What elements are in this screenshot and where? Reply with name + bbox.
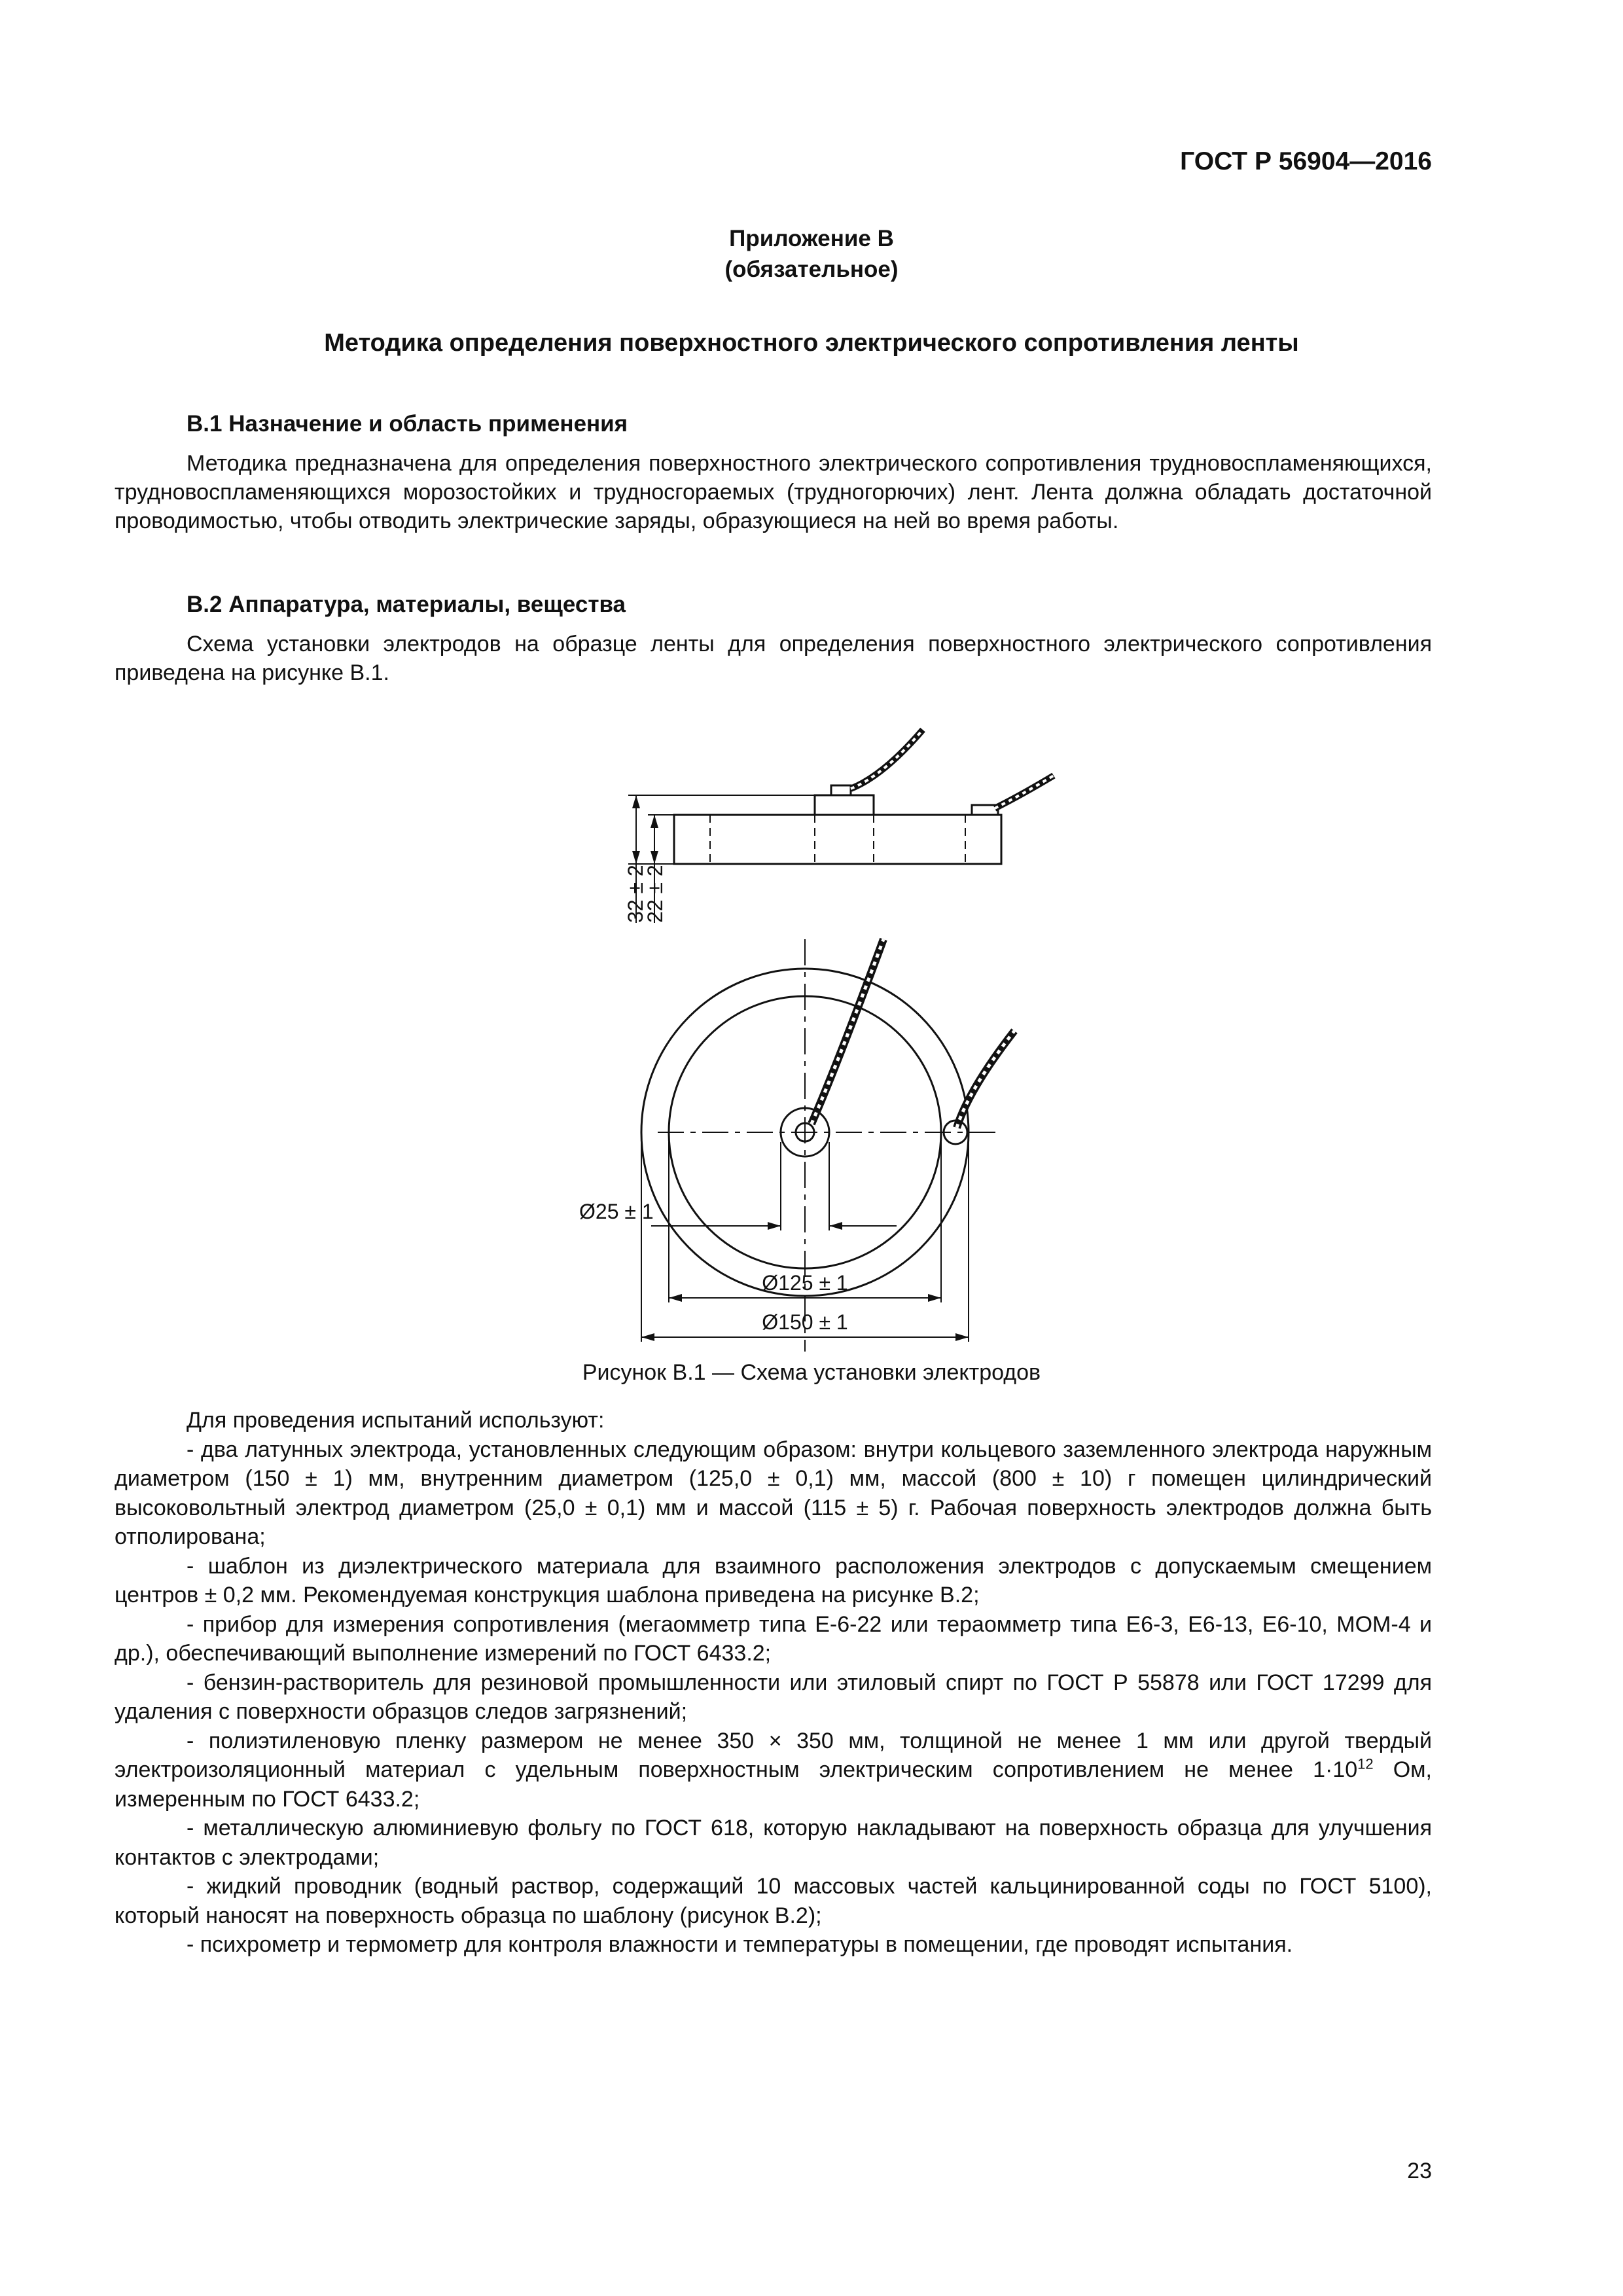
list-item: - прибор для измерения сопротивления (мегаомметр типа Е-6-22 или тераомметр типа Е6-3, Е6-13, Е6-10, МОМ-4 и др.), обеспечивающий выполнение измерений по ГОСТ 6433.2; [115,1611,1432,1666]
main-title: Методика определения поверхностного электрического сопротивления ленты [324,329,1299,357]
page-number: 23 [1407,2159,1432,2183]
appendix-title: Приложение В [729,226,894,251]
dim-label-25: Ø25 ± 1 [579,1200,654,1223]
electrode-diagram [543,723,1067,1352]
section-heading: В.1 Назначение и область применения [187,411,628,437]
section-text: Схема установки электродов на образце ленты для определения поверхностного электрического сопротивления приведена на рисунке В.1. [115,632,1432,685]
section-apparatus [115,590,1432,687]
dim-label-150: Ø150 ± 1 [762,1310,848,1334]
list-item-text: - полиэтиленовую пленку размером не менее 350 × 350 мм, толщиной не менее 1 мм или другой твердый электроизоляционный материал с удельным поверхностным электрическим сопротивлением не менее 1·10 [115,1728,1432,1782]
section-text: Методика предназначена для определения поверхностного электрического сопротивления трудновоспламеняющихся, трудновоспламеняющихся морозостойких и трудносгораемых (трудногорючих) лент. Лента должна обладать достаточной проводимостью, чтобы отводить электрические заряды, образующиеся на ней во время работы. [115,451,1432,533]
list-item: - металлическую алюминиевую фольгу по ГОСТ 618, которую накладывают на поверхность образца для улучшения контактов с электродами; [115,1816,1432,1870]
list-item: - бензин-растворитель для резиновой промышленности или этиловый спирт по ГОСТ Р 55878 или ГОСТ 17299 для удаления с поверхности образцов следов загрязнений; [115,1670,1432,1724]
dim-label-32: 32 ± 2 [624,865,647,923]
list-item: - два латунных электрода, установленных следующим образом: внутри кольцевого заземленного электрода наружным диаметром (150 ± 1) мм, внутренним диаметром (125,0 ± 0,1) мм, массой (800 ± 10) г помещен цилиндрический высоковольтный электрод диаметром (25,0 ± 0,1) мм и массой (115 ± 5) г. Рабочая поверхность электродов должна быть отполирована; [115,1437,1432,1549]
list-item: - шаблон из диэлектрического материала для взаимного расположения электродов с допускаемым смещением центров ± 0,2 мм. Рекомендуемая конструкция шаблона приведена на рисунке В.2; [115,1553,1432,1607]
figure-caption: Рисунок В.1 — Схема установки электродов [582,1360,1041,1385]
list-item [115,1727,1432,1814]
list-intro: Для проведения испытаний используют: [187,1408,605,1433]
dim-label-125: Ø125 ± 1 [762,1271,848,1295]
ring-side-view [674,815,1001,864]
section-heading: В.2 Аппаратура, материалы, вещества [187,592,626,617]
equipment-list [115,1406,1432,1960]
superscript-exponent: 12 [1357,1755,1374,1772]
document-code: ГОСТ Р 56904—2016 [1180,147,1432,175]
center-electrode-side [815,795,874,815]
section-purpose [115,410,1432,535]
list-item: - жидкий проводник (водный раствор, содержащий 10 массовых частей кальцинированной соды по ГОСТ 5100), который наносят на поверхность образца по шаблону (рисунок В.2); [115,1874,1432,1928]
list-item-text: Ом, измеренным по ГОСТ 6433.2; [115,1757,1433,1812]
list-item: - психрометр и термометр для контроля влажности и температуры в помещении, где проводят испытания. [187,1932,1293,1957]
appendix-note: (обязательное) [724,257,899,282]
dim-label-22: 22 ± 2 [643,865,667,923]
